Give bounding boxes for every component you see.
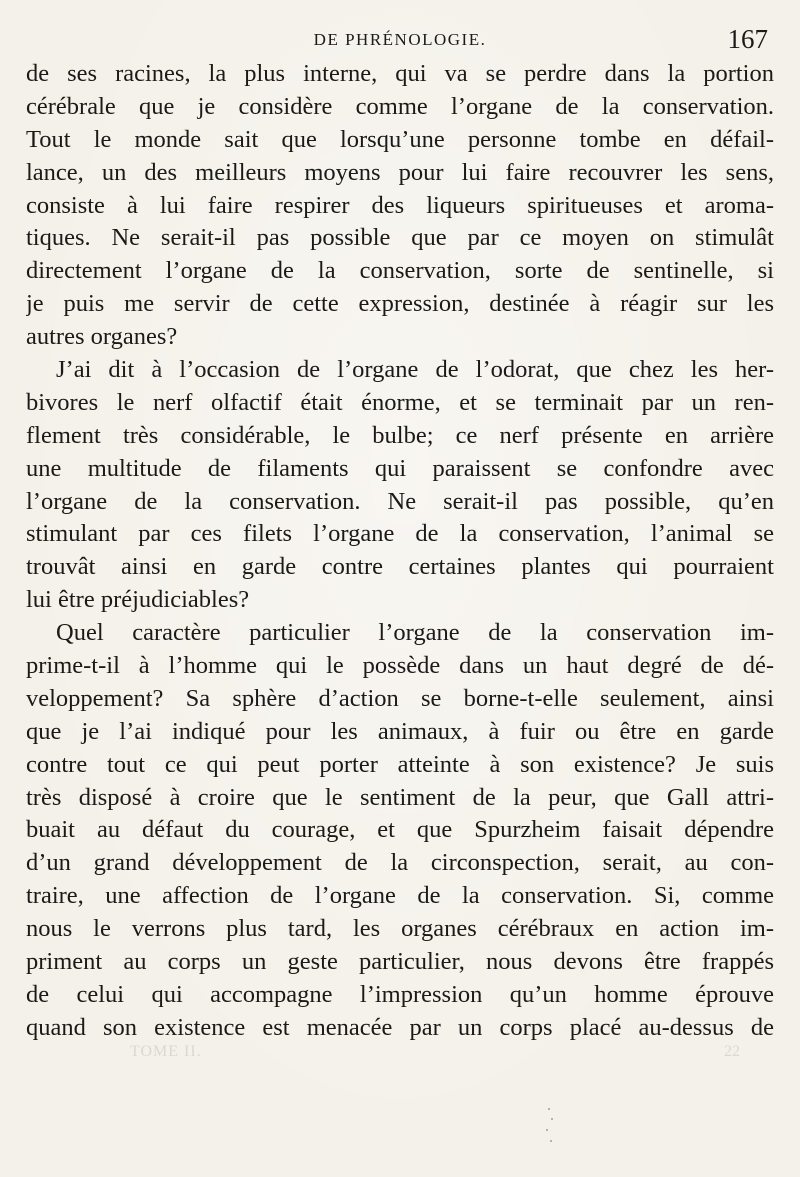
text-line: consiste à lui faire respirer des liqueurs spiritueuses et aroma-	[26, 191, 774, 219]
text-line: priment au corps un geste particulier, nous devons être frappés	[26, 948, 774, 976]
text-line: lance, un des meilleurs moyens pour lui faire recouvrer les sens,	[26, 158, 774, 186]
text-line: cérébrale que je considère comme l’organe de la conservation.	[26, 92, 774, 120]
text-line: nous le verrons plus tard, les organes cérébraux en action im-	[26, 915, 774, 943]
paper-speck	[551, 1118, 553, 1120]
text-line: lui être préjudiciables?	[26, 586, 250, 614]
paper-speck	[546, 1129, 548, 1131]
running-head	[26, 26, 774, 62]
text-line: de celui qui accompagne l’impression qu’un homme éprouve	[26, 980, 774, 1008]
text-line: J’ai dit à l’occasion de l’organe de l’odorat, que chez les her-	[56, 356, 774, 384]
text-line: Tout le monde sait que lorsqu’une personne tombe en défail-	[26, 125, 774, 153]
text-line: très disposé à croire que le sentiment de la peur, que Gall attri-	[26, 783, 774, 811]
text-line: bivores le nerf olfactif était énorme, et se terminait par un ren-	[26, 388, 774, 416]
faint-signature-mark	[130, 1043, 740, 1073]
text-line: Quel caractère particulier l’organe de la conservation im-	[56, 619, 774, 647]
text-line: une multitude de filaments qui paraissent se confondre avec	[26, 454, 774, 482]
signature-volume: TOME II.	[130, 1043, 202, 1060]
signature-number: 22	[724, 1043, 740, 1060]
text-line: d’un grand développement de la circonspection, serait, au con-	[26, 849, 774, 877]
text-line: de ses racines, la plus interne, qui va se perdre dans la portion	[26, 60, 774, 87]
text-line: quand son existence est menacée par un corps placé au-dessus de	[26, 1013, 774, 1041]
page-number: 167	[727, 24, 768, 54]
text-line: directement l’organe de la conservation, sorte de sentinelle, si	[26, 257, 774, 285]
text-line: contre tout ce qui peut porter atteinte à son existence? Je suis	[26, 750, 774, 778]
text-line: je puis me servir de cette expression, destinée à réagir sur les	[26, 290, 774, 318]
paper-speck	[550, 1140, 552, 1142]
paper-speck	[548, 1108, 550, 1110]
body-text	[26, 58, 774, 1045]
text-line: flement très considérable, le bulbe; ce nerf présente en arrière	[26, 421, 774, 449]
text-line: stimulant par ces filets l’organe de la conservation, l’animal se	[26, 520, 774, 548]
text-line: traire, une affection de l’organe de la conservation. Si, comme	[26, 882, 774, 910]
text-line: veloppement? Sa sphère d’action se borne-t-elle seulement, ainsi	[26, 684, 774, 712]
text-line: que je l’ai indiqué pour les animaux, à fuir ou être en garde	[26, 717, 774, 745]
running-title: DE PHRÉNOLOGIE.	[313, 30, 487, 49]
text-line: prime-t-il à l’homme qui le possède dans un haut degré de dé-	[26, 652, 774, 680]
text-line: l’organe de la conservation. Ne serait-il pas possible, qu’en	[26, 487, 774, 515]
text-line: autres organes?	[26, 323, 178, 351]
text-line: buait au défaut du courage, et que Spurzheim faisait dépendre	[26, 816, 774, 844]
text-line: trouvât ainsi en garde contre certaines plantes qui pourraient	[26, 553, 774, 581]
text-line: tiques. Ne serait-il pas possible que par ce moyen on stimulât	[26, 224, 774, 252]
